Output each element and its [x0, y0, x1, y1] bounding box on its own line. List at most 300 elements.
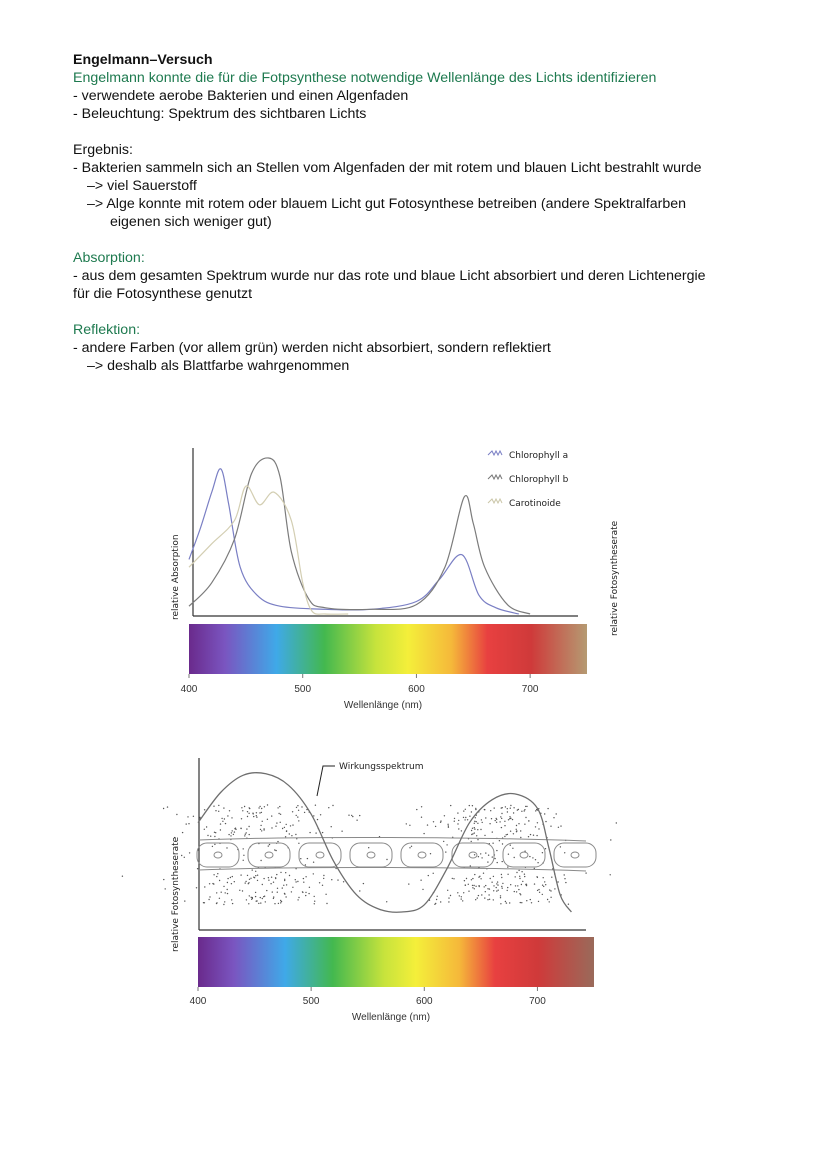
bacterium-dot: [471, 841, 472, 842]
bacterium-dot: [446, 844, 447, 845]
bacterium-dot: [481, 894, 482, 895]
bacterium-dot: [499, 840, 500, 841]
bacterium-dot: [510, 805, 511, 806]
ergebnis-line: eigenen sich weniger gut): [110, 214, 272, 230]
bacterium-dot: [231, 899, 232, 900]
algae-filament: [197, 837, 596, 871]
bacterium-dot: [467, 819, 468, 820]
bacterium-dot: [509, 816, 510, 817]
bacterium-dot: [204, 902, 205, 903]
bacterium-dot: [272, 891, 273, 892]
bacterium-dot: [433, 873, 434, 874]
bacterium-dot: [487, 861, 488, 862]
algae-cell: [197, 843, 239, 867]
bacterium-dot: [275, 826, 276, 827]
annotation-label: Wirkungsspektrum: [339, 762, 424, 772]
bacterium-dot: [243, 860, 244, 861]
bacterium-dot: [530, 899, 531, 900]
bacterium-dot: [269, 844, 270, 845]
bacterium-dot: [241, 807, 242, 808]
bacterium-dot: [463, 892, 464, 893]
bacterium-dot: [249, 807, 250, 808]
bacterium-dot: [239, 890, 240, 891]
bacterium-dot: [515, 885, 516, 886]
bacterium-dot: [491, 818, 492, 819]
bacterium-dot: [521, 902, 522, 903]
bacterium-dot: [538, 889, 539, 890]
bacterium-dot: [526, 900, 527, 901]
bacterium-dot: [521, 811, 522, 812]
bacterium-dot: [305, 864, 306, 865]
bacterium-dot: [502, 807, 503, 808]
bacterium-dot: [501, 877, 502, 878]
algae-cell: [401, 843, 443, 867]
intro-line: Engelmann konnte die für die Fotpsynthese notwendige Wellenlänge des Lichts identifizieren: [73, 70, 657, 86]
bacterium-dot: [469, 805, 470, 806]
bacterium-dot: [497, 881, 498, 882]
bacterium-dot: [122, 876, 123, 877]
bacterium-dot: [549, 889, 550, 890]
bacterium-dot: [215, 832, 216, 833]
bacterium-dot: [260, 860, 261, 861]
bacterium-dot: [496, 887, 497, 888]
bacterium-dot: [560, 825, 561, 826]
bacterium-dot: [262, 884, 263, 885]
bacterium-dot: [227, 893, 228, 894]
bacterium-dot: [245, 881, 246, 882]
x-axis-title: Wellenlänge (nm): [351, 1012, 431, 1023]
bacterium-dot: [504, 821, 505, 822]
bacterium-dot: [444, 815, 445, 816]
bacterium-dot: [245, 834, 246, 835]
bacterium-dot: [524, 876, 525, 877]
bacterium-dot: [216, 892, 217, 893]
bacterium-dot: [448, 825, 449, 826]
bacterium-dot: [187, 816, 188, 817]
bacterium-dot: [528, 820, 529, 821]
bacterium-dot: [458, 820, 459, 821]
bacterium-dot: [313, 873, 314, 874]
bacterium-dot: [501, 813, 502, 814]
bacterium-dot: [259, 806, 260, 807]
bacterium-dot: [474, 829, 475, 830]
bacterium-dot: [535, 826, 536, 827]
bacterium-dot: [309, 887, 310, 888]
bacterium-dot: [447, 890, 448, 891]
bacterium-dot: [516, 831, 517, 832]
bacterium-dot: [481, 857, 482, 858]
bacterium-dot: [496, 890, 497, 891]
bacterium-dot: [485, 852, 486, 853]
bacterium-dot: [289, 875, 290, 876]
bacterium-dot: [274, 849, 275, 850]
bacterium-dot: [331, 826, 332, 827]
ergebnis-line: –> Alge konnte mit rotem oder blauem Licht gut Fotosynthese betreiben (andere Spektralfarben: [87, 196, 686, 212]
bacterium-dot: [234, 831, 235, 832]
y-axis-title: relative Fotosyntheserate: [171, 836, 181, 952]
bacterium-dot: [286, 830, 287, 831]
cell-nucleus: [265, 852, 273, 858]
bacterium-dot: [260, 897, 261, 898]
bacterium-dot: [348, 815, 349, 816]
bacterium-dot: [267, 804, 268, 805]
bacterium-dot: [536, 835, 537, 836]
bacterium-dot: [286, 884, 287, 885]
ergebnis-heading: Ergebnis:: [73, 142, 133, 158]
bacterium-dot: [313, 862, 314, 863]
bacterium-dot: [245, 882, 246, 883]
bacterium-dot: [248, 813, 249, 814]
bacterium-dot: [474, 888, 475, 889]
bacterium-dot: [341, 831, 342, 832]
bacterium-dot: [526, 806, 527, 807]
bacterium-dot: [282, 828, 283, 829]
bacterium-dot: [492, 831, 493, 832]
bacterium-dot: [220, 829, 221, 830]
bacterium-dot: [268, 845, 269, 846]
bacterium-dot: [448, 897, 449, 898]
bacterium-dot: [481, 819, 482, 820]
bacterium-dot: [458, 828, 459, 829]
x-axis-title: Wellenlänge (nm): [343, 700, 423, 711]
bacterium-dot: [454, 818, 455, 819]
bacterium-dot: [445, 851, 446, 852]
bacterium-dot: [323, 878, 324, 879]
bacterium-dot: [616, 822, 617, 823]
bacterium-dot: [319, 882, 320, 883]
bacterium-dot: [453, 878, 454, 879]
bacterium-dot: [359, 815, 360, 816]
bacterium-dot: [221, 818, 222, 819]
bacterium-dot: [295, 834, 296, 835]
bacterium-dot: [478, 895, 479, 896]
bacterium-dot: [268, 880, 269, 881]
bacterium-dot: [610, 839, 611, 840]
bacterium-dot: [510, 818, 511, 819]
bacterium-dot: [542, 885, 543, 886]
bacterium-dot: [543, 886, 544, 887]
bacterium-dot: [280, 822, 281, 823]
bacterium-dot: [313, 815, 314, 816]
bacterium-dot: [443, 841, 444, 842]
bacterium-dot: [508, 819, 509, 820]
bacterium-dot: [209, 896, 210, 897]
bacterium-dot: [510, 831, 511, 832]
bacterium-dot: [542, 852, 543, 853]
bacterium-dot: [219, 898, 220, 899]
bacterium-dot: [248, 903, 249, 904]
bacterium-dot: [520, 894, 521, 895]
bacterium-dot: [249, 895, 250, 896]
bacterium-dot: [249, 834, 250, 835]
bacterium-dot: [221, 892, 222, 893]
cell-nucleus: [571, 852, 579, 858]
bacterium-dot: [242, 810, 243, 811]
bacterium-dot: [232, 903, 233, 904]
bacterium-dot: [502, 888, 503, 889]
bacterium-dot: [252, 897, 253, 898]
bacterium-dot: [222, 821, 223, 822]
bacterium-dot: [204, 886, 205, 887]
bacterium-dot: [368, 847, 369, 848]
bacterium-dot: [292, 811, 293, 812]
bacterium-dot: [246, 899, 247, 900]
bacterium-dot: [463, 817, 464, 818]
bacterium-dot: [216, 876, 217, 877]
bacterium-dot: [325, 894, 326, 895]
x-tick-label: 600: [415, 996, 433, 1007]
reflektion-line: - andere Farben (vor allem grün) werden nicht absorbiert, sondern reflektiert: [73, 340, 551, 356]
bacterium-dot: [247, 811, 248, 812]
x-tick-label: 700: [529, 996, 546, 1007]
bacterium-dot: [557, 881, 558, 882]
bacterium-dot: [585, 872, 586, 873]
bacterium-dot: [480, 853, 481, 854]
bacterium-dot: [250, 878, 251, 879]
y-axis-title: relative Absorption: [171, 534, 181, 620]
bacterium-dot: [492, 856, 493, 857]
bacterium-dot: [296, 838, 297, 839]
bacterium-dot: [314, 903, 315, 904]
bacterium-dot: [507, 887, 508, 888]
bacterium-dot: [279, 806, 280, 807]
bacterium-dot: [488, 894, 489, 895]
bacterium-dot: [223, 807, 224, 808]
bacterium-dot: [520, 830, 521, 831]
bacterium-dot: [219, 880, 220, 881]
bacterium-dot: [296, 807, 297, 808]
page-title: Engelmann–Versuch: [73, 52, 213, 68]
bacterium-dot: [411, 846, 412, 847]
bacterium-dot: [227, 882, 228, 883]
bacterium-dot: [233, 834, 234, 835]
bacterium-dot: [498, 890, 499, 891]
bacterium-dot: [295, 881, 296, 882]
bacterium-dot: [304, 812, 305, 813]
bacterium-dot: [264, 806, 265, 807]
bacterium-dot: [514, 857, 515, 858]
bacterium-dot: [485, 885, 486, 886]
bacterium-dot: [537, 822, 538, 823]
bacterium-dot: [242, 890, 243, 891]
bacterium-dot: [323, 875, 324, 876]
bacterium-dot: [513, 833, 514, 834]
bacterium-dot: [260, 825, 261, 826]
bacterium-dot: [502, 861, 503, 862]
algae-cell: [248, 843, 290, 867]
bacterium-dot: [535, 859, 536, 860]
bacterium-dot: [440, 822, 441, 823]
bacterium-dot: [434, 904, 435, 905]
reflektion-heading: Reflektion:: [73, 322, 141, 338]
bacterium-dot: [489, 899, 490, 900]
bacterium-dot: [224, 818, 225, 819]
bacterium-dot: [492, 843, 493, 844]
bacterium-dot: [230, 835, 231, 836]
bacterium-dot: [284, 827, 285, 828]
bacterium-dot: [244, 835, 245, 836]
bacterium-dot: [501, 818, 502, 819]
bacterium-dot: [208, 899, 209, 900]
bacterium-dot: [545, 821, 546, 822]
bacterium-dot: [518, 870, 519, 871]
bacterium-dot: [475, 886, 476, 887]
bacterium-dot: [469, 816, 470, 817]
bacterium-dot: [302, 891, 303, 892]
bacterium-dot: [480, 829, 481, 830]
bacterium-dot: [551, 877, 552, 878]
bacterium-dot: [271, 877, 272, 878]
bacterium-dot: [210, 836, 211, 837]
bacterium-dot: [493, 890, 494, 891]
legend-swatch-carotinoide: [488, 499, 502, 503]
bacterium-dot: [537, 862, 538, 863]
bacterium-dot: [468, 891, 469, 892]
bacterium-dot: [197, 868, 198, 869]
bacterium-dot: [258, 807, 259, 808]
bacterium-dot: [256, 815, 257, 816]
bacterium-dot: [231, 817, 232, 818]
bacterium-dot: [226, 847, 227, 848]
bacterium-dot: [230, 877, 231, 878]
bacterium-dot: [478, 877, 479, 878]
series-line-wirkungsspektrum: [198, 773, 571, 913]
bacterium-dot: [506, 902, 507, 903]
bacterium-dot: [232, 876, 233, 877]
bacterium-dot: [470, 865, 471, 866]
series-line-chlorophyll-b: [189, 458, 530, 614]
x-tick-label: 600: [408, 684, 425, 695]
bacterium-dot: [184, 900, 185, 901]
bacterium-dot: [265, 901, 266, 902]
bacterium-dot: [213, 874, 214, 875]
bacterium-dot: [507, 834, 508, 835]
x-tick-label: 700: [521, 684, 539, 695]
bacterium-dot: [261, 808, 262, 809]
absorption-line: für die Fotosynthese genutzt: [73, 286, 253, 302]
bacterium-dot: [275, 850, 276, 851]
bacterium-dot: [474, 832, 475, 833]
bacterium-dot: [249, 879, 250, 880]
bacterium-dot: [240, 828, 241, 829]
bacterium-dot: [501, 874, 502, 875]
bacterium-dot: [475, 817, 476, 818]
series-line-carotinoide: [189, 486, 348, 614]
bacterium-dot: [212, 883, 213, 884]
bacterium-dot: [502, 843, 503, 844]
bacterium-dot: [283, 885, 284, 886]
bacterium-dot: [524, 824, 525, 825]
bacterium-dot: [266, 890, 267, 891]
bacterium-dot: [484, 809, 485, 810]
bacterium-dot: [309, 832, 310, 833]
bacterium-dot: [519, 876, 520, 877]
bacterium-dot: [537, 877, 538, 878]
bacterium-dot: [457, 892, 458, 893]
bacterium-dot: [297, 899, 298, 900]
bacterium-dot: [500, 895, 501, 896]
bacterium-dot: [480, 878, 481, 879]
bacterium-dot: [204, 829, 205, 830]
bacterium-dot: [500, 903, 501, 904]
bacterium-dot: [484, 835, 485, 836]
bacterium-dot: [450, 805, 451, 806]
bacterium-dot: [343, 881, 344, 882]
bacterium-dot: [504, 836, 505, 837]
bacterium-dot: [274, 903, 275, 904]
bacterium-dot: [440, 901, 441, 902]
bacterium-dot: [440, 820, 441, 821]
action-spectrum-chart: [122, 758, 617, 1023]
bacterium-dot: [513, 812, 514, 813]
bacterium-dot: [459, 895, 460, 896]
bacterium-dot: [477, 829, 478, 830]
legend-swatch-chlorophyll-b: [488, 475, 502, 479]
color-spectrum-bar: [198, 937, 594, 987]
bacterium-dot: [351, 815, 352, 816]
bacterium-dot: [435, 826, 436, 827]
bacterium-dot: [461, 896, 462, 897]
bacterium-dot: [276, 874, 277, 875]
bacterium-dot: [437, 896, 438, 897]
bacterium-dot: [487, 899, 488, 900]
bacterium-dot: [284, 880, 285, 881]
bacterium-dot: [225, 892, 226, 893]
legend-label: Chlorophyll a: [509, 451, 569, 461]
bacterium-dot: [450, 895, 451, 896]
bacterium-dot: [244, 806, 245, 807]
bacterium-dot: [420, 880, 421, 881]
bacterium-dot: [509, 902, 510, 903]
bacterium-dot: [297, 805, 298, 806]
bacterium-dot: [290, 825, 291, 826]
ergebnis-line: - Bakterien sammeln sich an Stellen vom Algenfaden der mit rotem und blauen Licht bestrahlt wurde: [73, 160, 702, 176]
cell-nucleus: [367, 852, 375, 858]
bacterium-dot: [517, 885, 518, 886]
bacterium-dot: [416, 809, 417, 810]
bacterium-dot: [271, 827, 272, 828]
bacterium-dot: [241, 818, 242, 819]
bacterium-dot: [262, 898, 263, 899]
bacterium-dot: [500, 816, 501, 817]
bacterium-dot: [256, 812, 257, 813]
cell-nucleus: [520, 852, 528, 858]
bacterium-dot: [252, 813, 253, 814]
bacterium-dot: [525, 806, 526, 807]
bacterium-dot: [526, 885, 527, 886]
bacterium-dot: [549, 901, 550, 902]
bacterium-dot: [475, 899, 476, 900]
bacterium-dot: [477, 823, 478, 824]
bacterium-dot: [516, 891, 517, 892]
bacterium-dot: [189, 852, 190, 853]
bacterium-dot: [298, 810, 299, 811]
bacterium-dot: [234, 881, 235, 882]
bacterium-dot: [539, 892, 540, 893]
bacterium-dot: [463, 810, 464, 811]
bacterium-dot: [204, 809, 205, 810]
bacterium-dot: [507, 808, 508, 809]
bacterium-dot: [215, 810, 216, 811]
bacterium-dot: [454, 821, 455, 822]
bacterium-dot: [181, 855, 182, 856]
bacteria-dots: [122, 804, 617, 905]
bacterium-dot: [483, 873, 484, 874]
bacterium-dot: [363, 883, 364, 884]
bacterium-dot: [513, 807, 514, 808]
bacterium-dot: [285, 896, 286, 897]
ergebnis-line: –> viel Sauerstoff: [87, 178, 197, 194]
